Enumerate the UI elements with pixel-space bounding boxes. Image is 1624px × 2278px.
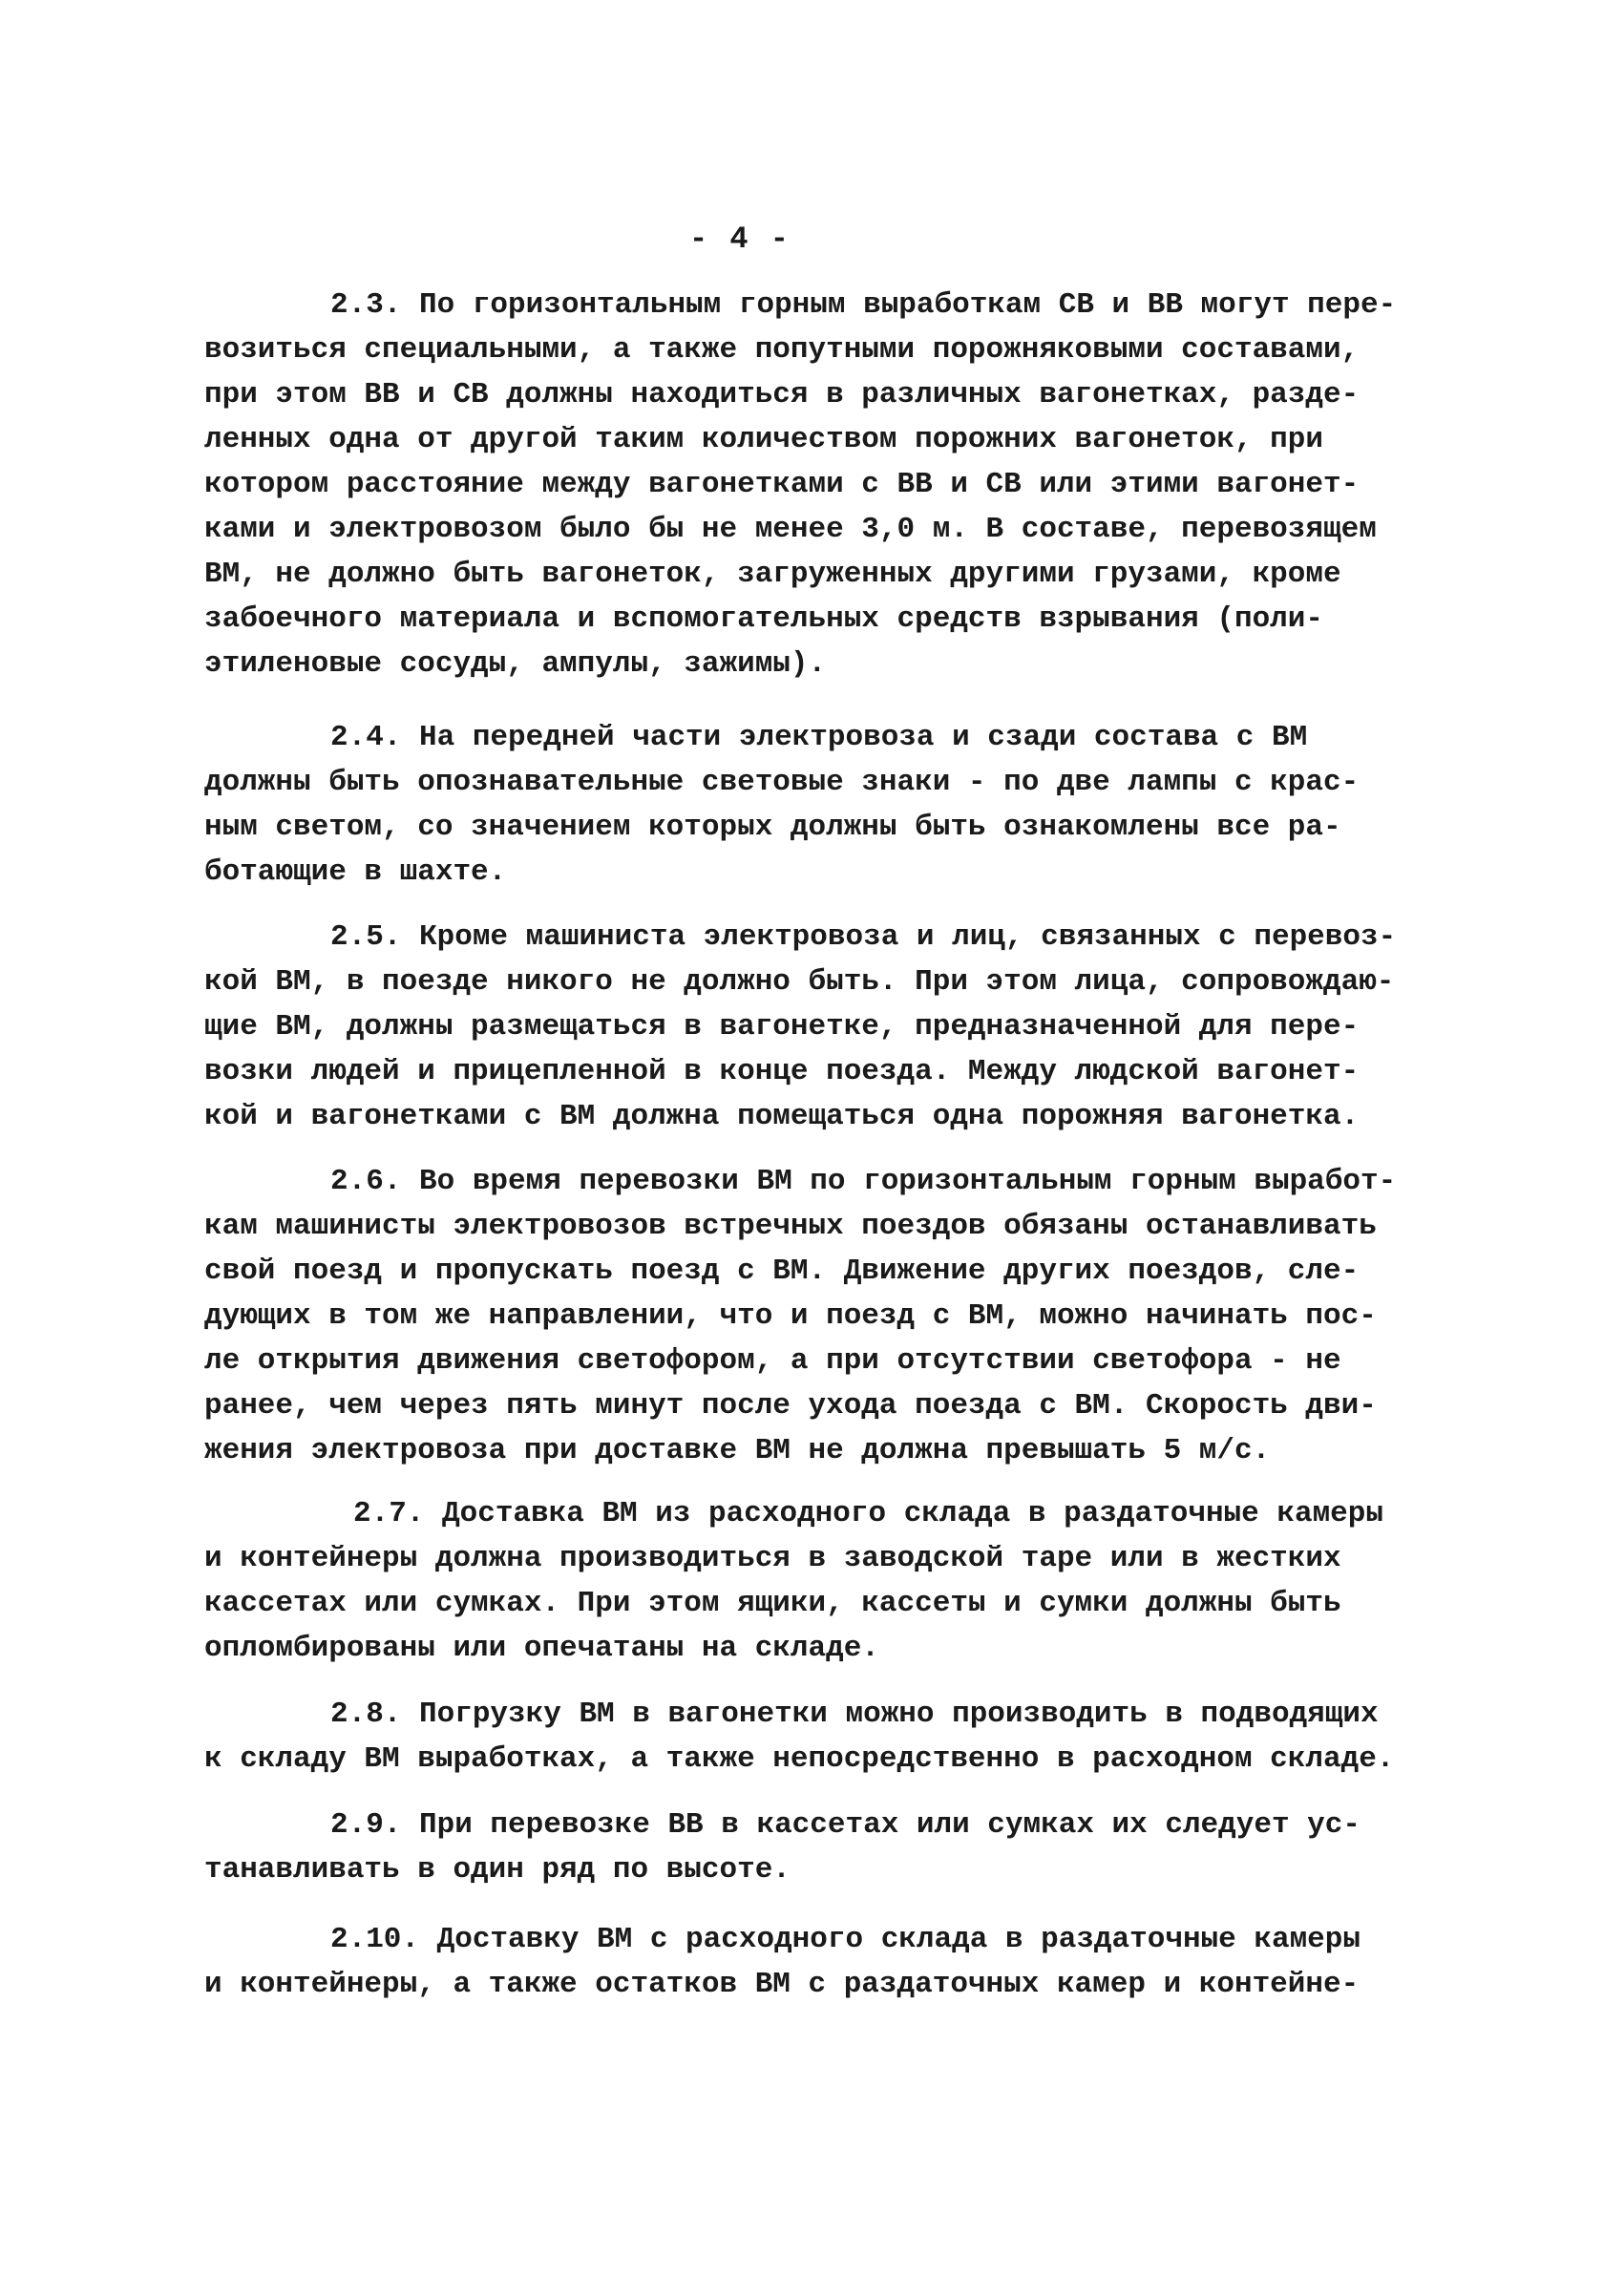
page-number: - 4 - (688, 221, 791, 257)
text-line: ботающие в шахте. (204, 855, 507, 889)
text-line: ным светом, со значением которых должны быть ознакомлены все ра- (204, 811, 1341, 844)
text-line: 2.5. Кроме машиниста электровоза и лиц, связанных с перевоз- (330, 920, 1397, 954)
text-line: ле открытия движения светофором, а при отсутствии светофора - не (204, 1344, 1341, 1378)
text-line: жения электровоза при доставке ВМ не должна превышать 5 м/с. (204, 1434, 1271, 1467)
text-line: ленных одна от другой таким количеством порожних вагонеток, при (204, 423, 1323, 456)
text-line: должны быть опознавательные световые знаки - по две лампы с крас- (204, 766, 1360, 799)
text-line: 2.4. На передней части электровоза и сзади состава с ВМ (330, 721, 1308, 754)
text-line: свой поезд и пропускать поезд с ВМ. Движение других поездов, сле- (204, 1255, 1360, 1288)
text-line: дующих в том же направлении, что и поезд с ВМ, можно начинать пос- (204, 1299, 1377, 1333)
text-line: кой ВМ, в поезде никого не должно быть. При этом лица, сопровождаю- (204, 965, 1395, 999)
text-line: возиться специальными, а также попутными порожняковыми составами, (204, 333, 1360, 367)
text-line: танавливать в один ряд по высоте. (204, 1853, 791, 1887)
text-line: 2.7. Доставка ВМ из расходного склада в раздаточные камеры (353, 1497, 1383, 1530)
text-line: котором расстояние между вагонетками с ВВ и СВ или этими вагонет- (204, 468, 1360, 501)
text-line: 2.6. Во время перевозки ВМ по горизонтальным горным выработ- (330, 1165, 1397, 1198)
text-line: забоечного материала и вспомогательных средств взрывания (поли- (204, 602, 1323, 636)
text-line: 2.10. Доставку ВМ с расходного склада в раздаточные камеры (330, 1923, 1360, 1956)
text-line: при этом ВВ и СВ должны находиться в различных вагонетках, разде- (204, 378, 1360, 411)
text-line: 2.8. Погрузку ВМ в вагонетки можно производить в подводящих (330, 1698, 1379, 1731)
text-line: и контейнеры, а также остатков ВМ с раздаточных камер и контейне- (204, 1968, 1360, 2001)
text-line: и контейнеры должна производиться в заводской таре или в жестких (204, 1542, 1341, 1575)
text-line: ранее, чем через пять минут после ухода поезда с ВМ. Скорость дви- (204, 1389, 1377, 1423)
text-line: кам машинисты электровозов встречных поездов обязаны останавливать (204, 1210, 1377, 1243)
text-line: возки людей и прицепленной в конце поезда. Между людской вагонет- (204, 1055, 1360, 1088)
text-line: 2.3. По горизонтальным горным выработкам СВ и ВВ могут пере- (330, 288, 1397, 322)
text-line: 2.9. При перевозке ВВ в кассетах или сумках их следует ус- (330, 1808, 1360, 1842)
text-line: ками и электровозом было бы не менее 3,0 м. В составе, перевозящем (204, 513, 1377, 546)
text-line: кой и вагонетками с ВМ должна помещаться одна порожняя вагонетка. (204, 1100, 1360, 1133)
text-line: кассетах или сумках. При этом ящики, кассеты и сумки должны быть (204, 1587, 1341, 1620)
text-line: щие ВМ, должны размещаться в вагонетке, предназначенной для пере- (204, 1010, 1360, 1044)
text-line: этиленовые сосуды, ампулы, зажимы). (204, 647, 827, 681)
text-line: опломбированы или опечатаны на складе. (204, 1632, 879, 1665)
text-line: ВМ, не должно быть вагонеток, загруженных другими грузами, кроме (204, 558, 1341, 591)
text-line: к складу ВМ выработках, а также непосредственно в расходном складе. (204, 1742, 1395, 1776)
